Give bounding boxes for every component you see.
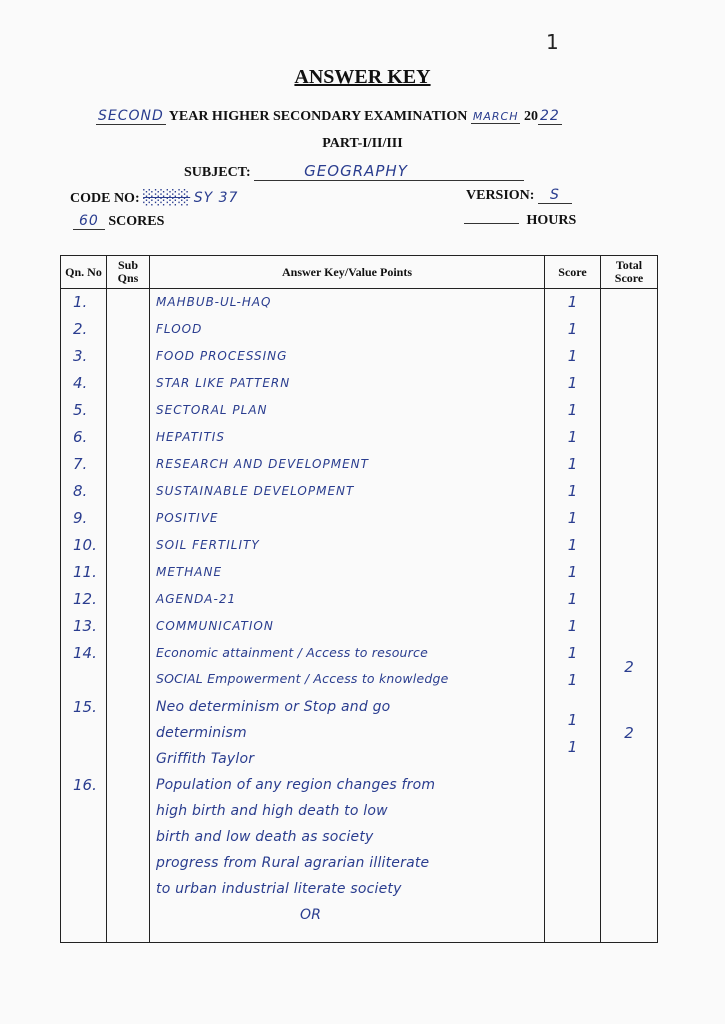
table-row-q15 — [61, 694, 658, 772]
exam-line — [96, 108, 562, 125]
qn-column — [61, 694, 107, 772]
qn-cell: 1. — [73, 293, 88, 311]
answer-cell: SECTORAL PLAN — [156, 403, 268, 417]
total-column — [601, 772, 658, 943]
code-value: SY 37 — [193, 190, 239, 206]
page-number: 1 — [546, 30, 559, 54]
version-field — [466, 187, 572, 204]
answer-cell: FOOD PROCESSING — [156, 349, 288, 363]
score-cell: 1 — [567, 536, 578, 554]
sub-column — [107, 694, 150, 772]
qn-cell: 16. — [73, 776, 97, 794]
score-cell: 1 — [567, 711, 578, 729]
score-column — [545, 640, 601, 694]
answer-cell: SUSTAINABLE DEVELOPMENT — [156, 484, 355, 498]
score-cell: 1 — [567, 590, 578, 608]
answer-cell: METHANE — [156, 565, 223, 579]
hours-blank — [464, 223, 519, 224]
answer-cell: HEPATITIS — [156, 430, 225, 444]
answer-line: Griffith Taylor — [156, 751, 255, 767]
qn-cell: 8. — [73, 482, 88, 500]
code-label: CODE NO: — [70, 191, 140, 206]
scores-value: 60 — [73, 213, 105, 230]
qn-cell: 3. — [73, 347, 88, 365]
code-field — [70, 190, 238, 207]
qn-column — [61, 640, 107, 694]
total-score-value: 2 — [624, 658, 634, 676]
answer-line: to urban industrial literate society — [156, 881, 402, 897]
qn-cell: 15. — [73, 698, 97, 716]
qn-cell: 2. — [73, 320, 88, 338]
answer-line: Economic attainment / Access to resource — [156, 645, 428, 660]
hours-field — [464, 213, 576, 229]
qn-cell: 9. — [73, 509, 88, 527]
score-cell: 1 — [567, 482, 578, 500]
page-title: ANSWER KEY — [294, 66, 431, 88]
table-row-q1-13 — [61, 289, 658, 641]
answer-cell: COMMUNICATION — [156, 619, 274, 633]
answer-cell: STAR LIKE PATTERN — [156, 376, 291, 390]
score-cell: 1 — [567, 671, 578, 689]
total-score-value: 2 — [624, 724, 634, 742]
answer-line: SOCIAL Empowerment / Access to knowledge — [156, 671, 449, 686]
exam-line-text: YEAR HIGHER SECONDARY EXAMINATION — [168, 109, 468, 124]
table-row-q14 — [61, 640, 658, 694]
score-cell: 1 — [567, 509, 578, 527]
header-qn: Qn. No — [61, 256, 107, 289]
score-column — [545, 772, 601, 943]
score-cell: 1 — [567, 401, 578, 419]
version-label: VERSION: — [466, 188, 535, 203]
sub-column — [107, 772, 150, 943]
hours-label: HOURS — [526, 213, 577, 228]
subject-label: SUBJECT: — [184, 165, 251, 180]
qn-column — [61, 289, 107, 641]
score-cell: 1 — [567, 563, 578, 581]
scores-label: SCORES — [108, 214, 165, 229]
header-total: Total Score — [601, 256, 658, 289]
answer-line: Neo determinism or Stop and go — [156, 699, 391, 715]
part-label: PART-I/II/III — [322, 136, 403, 151]
header-score: Score — [545, 256, 601, 289]
qn-cell: 10. — [73, 536, 97, 554]
code-scribble: ░░░░ — [143, 190, 191, 206]
answer-cell: RESEARCH AND DEVELOPMENT — [156, 457, 369, 471]
answer-column — [150, 289, 545, 641]
answer-or: OR — [300, 907, 322, 923]
qn-cell: 11. — [73, 563, 97, 581]
scores-field — [73, 213, 164, 230]
table-row-q16 — [61, 772, 658, 943]
score-column — [545, 694, 601, 772]
answer-line: determinism — [156, 725, 247, 741]
version-value: S — [538, 187, 572, 204]
sub-column — [107, 640, 150, 694]
qn-column — [61, 772, 107, 943]
qn-cell: 7. — [73, 455, 88, 473]
answer-line: high birth and high death to low — [156, 803, 388, 819]
qn-cell: 6. — [73, 428, 88, 446]
total-score-cell — [601, 640, 658, 694]
exam-year-printed: 20 — [523, 109, 538, 124]
exam-year-suffix-handwritten: 22 — [539, 108, 560, 124]
score-cell: 1 — [567, 347, 578, 365]
score-cell: 1 — [567, 617, 578, 635]
subject-value: GEOGRAPHY — [254, 162, 524, 181]
score-cell: 1 — [567, 455, 578, 473]
score-column — [545, 289, 601, 641]
table-header-row — [61, 256, 658, 289]
qn-cell: 13. — [73, 617, 97, 635]
subject-field — [184, 162, 524, 181]
answer-column — [150, 640, 545, 694]
answer-cell: SOIL FERTILITY — [156, 538, 260, 552]
qn-cell: 12. — [73, 590, 97, 608]
qn-cell: 4. — [73, 374, 88, 392]
score-cell: 1 — [567, 320, 578, 338]
score-cell: 1 — [567, 428, 578, 446]
header-answer: Answer Key/Value Points — [150, 256, 545, 289]
answer-line: progress from Rural agrarian illiterate — [156, 855, 430, 871]
score-cell: 1 — [567, 293, 578, 311]
exam-month-handwritten: MARCH — [472, 110, 519, 123]
answer-key-table — [60, 255, 658, 943]
total-score-cell — [601, 694, 658, 772]
answer-line: Population of any region changes from — [156, 777, 436, 793]
score-cell: 1 — [567, 644, 578, 662]
qn-cell: 14. — [73, 644, 97, 662]
answer-cell: MAHBUB-UL-HAQ — [156, 295, 272, 309]
answer-line: birth and low death as society — [156, 829, 374, 845]
qn-cell: 5. — [73, 401, 88, 419]
score-cell: 1 — [567, 374, 578, 392]
header-sub: Sub Qns — [107, 256, 150, 289]
answer-cell: POSITIVE — [156, 511, 219, 525]
sub-column — [107, 289, 150, 641]
exam-year-handwritten: SECOND — [98, 108, 164, 124]
total-column — [601, 289, 658, 641]
answer-column — [150, 694, 545, 772]
answer-cell: FLOOD — [156, 322, 203, 336]
answer-column — [150, 772, 545, 943]
score-cell: 1 — [567, 738, 578, 756]
answer-cell: AGENDA-21 — [156, 592, 237, 606]
